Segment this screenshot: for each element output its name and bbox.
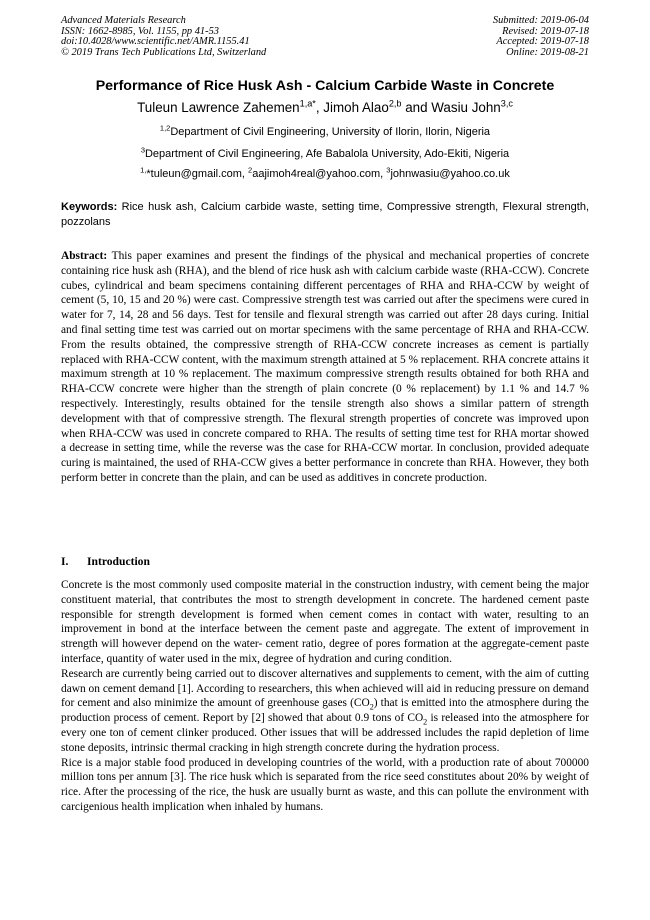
author-name: Tuleun Lawrence Zahemen: [137, 100, 300, 115]
section-heading: [61, 555, 150, 568]
author-name: Jimoh Alao: [323, 100, 389, 115]
email-superscript: 1,: [140, 165, 147, 175]
intro-text: ) that is emitted into the atmosphere during the production process of cement. Report by [2] showed that about 0.9 tons of CO: [61, 697, 589, 725]
affiliation-2: [0, 145, 650, 160]
publication-dates: [493, 16, 589, 58]
author-list: [0, 100, 650, 115]
keywords: [61, 200, 589, 230]
intro-paragraph: [61, 667, 589, 756]
email-address: johnwasiu@yahoo.co.uk: [390, 168, 510, 180]
author-name: Wasiu John: [431, 100, 501, 115]
section-title: Introduction: [87, 555, 150, 568]
date-accepted: Accepted: 2019-07-18: [496, 36, 589, 48]
intro-text: Research are currently being carried out to discover alternatives and supplements to cement, with the aim of cutting dawn on cement demand [1]. According to researchers, this when achieved will aid in reducing pressure on demand for cement and also minimize the amount of greenhouse gases (CO: [61, 667, 589, 710]
abstract-text: This paper examines and present the findings of the physical and mechanical properties of concrete containing rice husk ash (RHA), and the blend of rice husk ash with calcium carbide waste (RHA-CCW). Concrete cubes, cylindrical and beam specimens containing different percentages of RHA and RHA-CCW by weight of cement (5, 10, 15 and 20 %) were cast. Compressive strength test was carried out after the specimens were cured in water for 7, 14, 28 and 56 days. Test for tensile and flexural strength was carried out after 28 days curing. Initial and final setting time test was carried out on mortar specimens with the same percentage of RHA and RHA-CCW. From the results obtained, the compressive strength of RHA-CCW concrete increases as cement is partially replaced with RHA-CCW content, with the maximum strength attained at 5 % replacement. RHA concrete attains it maximum strength at 10 % replacement. The maximum compressive strength results obtained for both RHA and RHA-CCW concrete were higher than the strength of plain concrete (0 % replacement) by 1.1 % and 14.7 % respectively. Interestingly, results obtained for the tensile strength also shows a similar pattern of strength development with that of compressive strength. The flexural strength properties of concrete was improved upon when RHA-CCW was used in concrete compared to RHA. The results of setting time test for RHA mortar showed a decrease in setting time, while the reverse was the case for RHA-CCW mortar. In conclusion, provided adequate curing is maintained, the used of RHA-CCW gives a better performance in concrete than RHA. However, they both perform better in concrete than the plain, and can be used as additives in concrete production.: [61, 250, 589, 484]
journal-doi: doi:10.4028/www.scientific.net/AMR.1155.41: [61, 36, 250, 48]
abstract-label: Abstract:: [61, 250, 108, 262]
abstract: [61, 249, 589, 486]
author-superscript: 3,c: [500, 98, 513, 109]
affiliation-1: [0, 123, 650, 138]
affiliation-superscript: 1,2: [159, 123, 171, 133]
keywords-text: Rice husk ash, Calcium carbide waste, setting time, Compressive strength, Flexural strength, pozzolans: [61, 201, 589, 228]
journal-issn: ISSN: 1662-8985, Vol. 1155, pp 41-53: [61, 25, 219, 37]
intro-paragraph: Concrete is the most commonly used composite material in the construction industry, with cement being the major constituent material, that contributes the most to strength development in concrete. The hardened cement paste responsible for strength development is formed when cement comes in contact with water, resulting to an improvement in bond at the interface between the cement paste and aggregate. The extent of improvement in strength will however depend on the water- cement ratio, degree of pores formation at the aggregate-cement paste interface, quantity of water used in the mix, degree of hydration and curing condition.: [61, 579, 589, 665]
email-superscript: 3: [386, 165, 391, 175]
date-revised: Revised: 2019-07-18: [502, 25, 589, 37]
journal-name: Advanced Materials Research: [61, 15, 186, 26]
affiliation-superscript: 3: [140, 145, 145, 155]
intro-paragraph: Rice is a major stable food produced in developing countries of the world, with a production rate of about 700000 million tons per annum [3]. The rice husk which is separated from the rice seed constitutes about 20% by weight of rice. After the processing of the rice, the husk are usually burnt as waste, and this can pollute the environment with carcigenious health implication when inhaled by humans.: [61, 756, 589, 813]
author-separator: and: [401, 100, 432, 115]
keywords-label: Keywords:: [61, 201, 118, 213]
paper-title: Performance of Rice Husk Ash - Calcium Carbide Waste in Concrete: [95, 78, 555, 94]
author-superscript: 2,b: [388, 98, 402, 109]
email-superscript: 2: [248, 165, 253, 175]
author-superscript: 1,a*: [299, 98, 316, 109]
date-online: Online: 2019-08-21: [506, 46, 589, 58]
section-number: I.: [61, 555, 69, 568]
journal-copyright: © 2019 Trans Tech Publications Ltd, Switzerland: [61, 46, 267, 58]
subscript: 2: [423, 717, 428, 727]
introduction-body: [61, 578, 589, 815]
author-emails: [0, 165, 650, 180]
email-address: aajimoh4real@yahoo.com,: [252, 168, 387, 180]
date-submitted: Submitted: 2019-06-04: [492, 15, 589, 26]
author-separator: ,: [315, 100, 324, 115]
affiliation-text: Department of Civil Engineering, Afe Babalola University, Ado-Ekiti, Nigeria: [144, 148, 510, 160]
subscript: 2: [369, 702, 374, 712]
affiliation-text: Department of Civil Engineering, University of Ilorin, Ilorin, Nigeria: [170, 126, 491, 138]
email-address: *tuleun@gmail.com,: [146, 168, 249, 180]
journal-info: [61, 16, 266, 58]
intro-text: is released into the atmosphere for every one ton of cement clinker produced. Other issues that will be addressed includes the rapid depletion of lime stone deposits, intrinsic thermal cracking in high strength concrete during the hydration process.: [61, 712, 589, 754]
